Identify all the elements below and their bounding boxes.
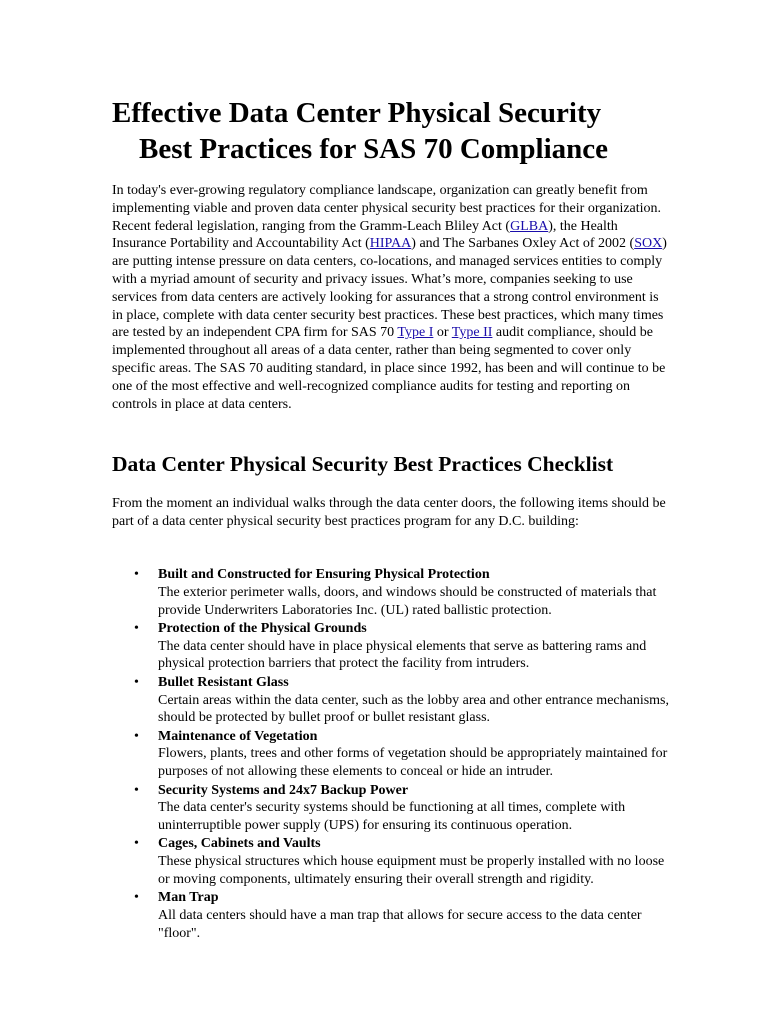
checklist-item-text: The data center should have in place physical elements that serve as battering rams and physical protection barriers that protect the facility from intruders. (158, 638, 647, 672)
bullet-icon: • (134, 728, 139, 744)
checklist-item-title: Cages, Cabinets and Vaults (158, 836, 321, 852)
type-ii-link[interactable]: Type II (451, 325, 493, 341)
checklist-item-text: Certain areas within the data center, such as the lobby area and other entrance mechanisms, should be protected by bullet proof or bullet resistant glass. (158, 692, 670, 726)
intro-text-1: In today's ever-growing regulatory compliance landscape, organization can greatly benefit from implementing viable and proven data center physical security best practices for their organization. Recent federal legislation, ranging from the Gramm-Leach Bliley Act ( (112, 183, 662, 234)
page-title-line-2: Best Practices for SAS 70 Compliance (139, 133, 609, 165)
intro-paragraph (112, 182, 667, 413)
intro-text-3: ) and The Sarbanes Oxley Act of 2002 ( (411, 236, 635, 252)
intro-text-2: ), the Health Insurance Portability and Accountability Act ( (112, 218, 618, 252)
hipaa-link[interactable]: HIPAA (369, 236, 412, 252)
checklist-item-title: Security Systems and 24x7 Backup Power (158, 782, 409, 798)
bullet-icon: • (134, 782, 139, 798)
checklist-item-text: These physical structures which house equipment must be properly installed with no loose or moving components, ultimately ensuring their overall strength and rigidity. (158, 854, 665, 888)
section-heading: Data Center Physical Security Best Practices Checklist (112, 452, 614, 476)
checklist-item (112, 889, 672, 942)
page-title (112, 95, 672, 167)
checklist-item (112, 782, 672, 835)
page-title-line-1: Effective Data Center Physical Security (112, 97, 602, 129)
checklist-item-title: Protection of the Physical Grounds (158, 620, 367, 636)
bullet-icon: • (134, 567, 139, 582)
checklist-item (112, 835, 672, 888)
checklist-item-title: Maintenance of Vegetation (158, 728, 318, 744)
checklist-item-text: The exterior perimeter walls, doors, and windows should be constructed of materials that provide Underwriters Laboratories Inc. (UL) rated ballistic protection. (158, 584, 657, 618)
intro-text-6: audit compliance, should be implemented throughout all areas of a data center, rather than being segmented to cover only specific areas. The SAS 70 auditing standard, in place since 1992, has been and will continue to be one of the most effective and well-recognized compliance audits for testing and reporting on controls in place at data centers. (112, 325, 666, 412)
sox-link[interactable]: SOX (634, 236, 663, 252)
glba-link[interactable]: GLBA (510, 218, 549, 234)
checklist (112, 566, 672, 943)
bullet-icon: • (134, 890, 139, 906)
checklist-item-title: Built and Constructed for Ensuring Physical Protection (158, 567, 490, 582)
checklist-item (112, 674, 672, 727)
checklist-item-text: Flowers, plants, trees and other forms of vegetation should be appropriately maintained for purposes of not allowing these elements to conceal or hide an intruder. (158, 746, 668, 780)
checklist-item (112, 728, 672, 781)
intro-text-4: ) are putting intense pressure on data centers, co-locations, and managed services entities to comply with a myriad amount of security and privacy issues. What’s more, companies seeking to use services from data centers are actively looking for assurances that a strong control environment is in place, complete with data center security best practices. These best practices, which many times are tested by an independent CPA firm for SAS 70 (112, 236, 667, 341)
lead-paragraph: From the moment an individual walks through the data center doors, the following items should be part of a data center physical security best practices program for any D.C. building: (112, 496, 666, 529)
checklist-item (112, 620, 672, 673)
bullet-icon: • (134, 620, 139, 636)
checklist-item-text: The data center's security systems should be functioning at all times, complete with uninterruptible power supply (UPS) for ensuring its continuous operation. (158, 800, 626, 834)
checklist-item (112, 566, 672, 619)
intro-text-5: or (433, 325, 452, 341)
type-i-link[interactable]: Type I (397, 325, 434, 341)
bullet-icon: • (134, 836, 139, 852)
checklist-item-title: Man Trap (158, 890, 219, 906)
bullet-icon: • (134, 674, 139, 690)
checklist-item-title: Bullet Resistant Glass (158, 674, 289, 690)
checklist-item-text: All data centers should have a man trap that allows for secure access to the data center "floor". (158, 908, 642, 941)
